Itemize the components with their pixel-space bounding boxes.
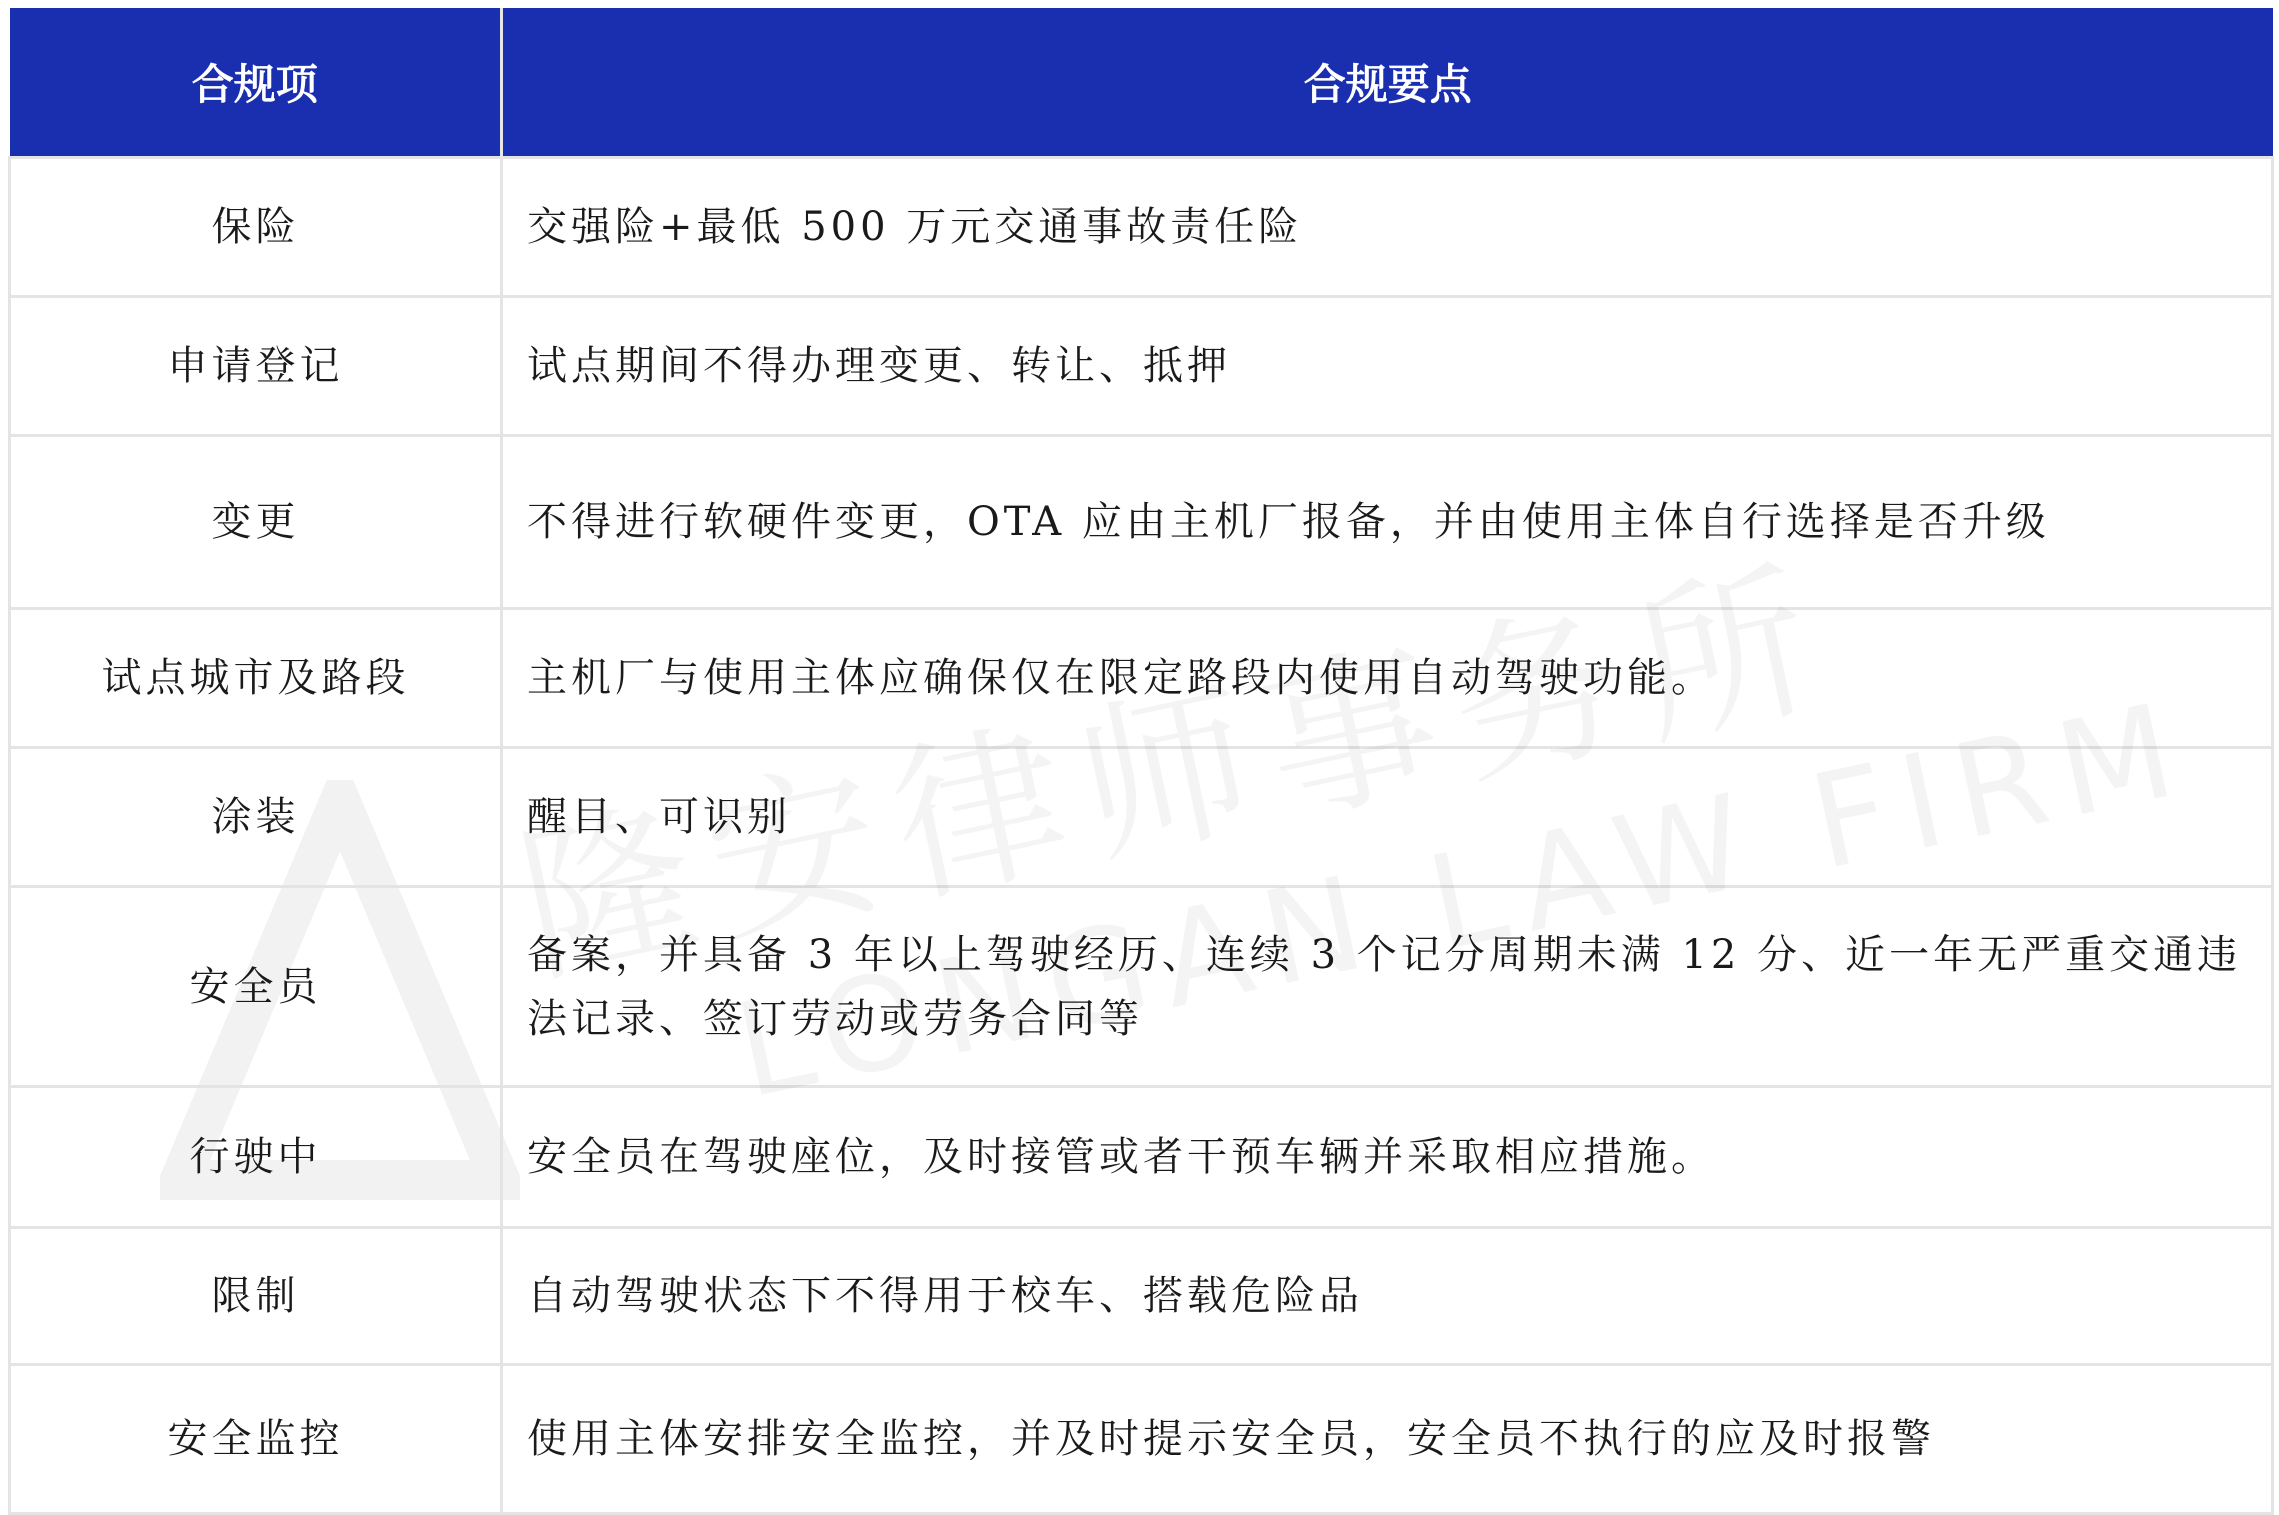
- table-header-row: [10, 8, 2273, 158]
- table-row: [10, 887, 2273, 1087]
- row-item: 安全监控: [10, 1365, 502, 1514]
- table-row: [10, 1228, 2273, 1365]
- row-item: 申请登记: [10, 297, 502, 436]
- row-point: 自动驾驶状态下不得用于校车、搭载危险品: [502, 1228, 2273, 1365]
- table-row: [10, 1087, 2273, 1228]
- row-point: 不得进行软硬件变更，OTA 应由主机厂报备，并由使用主体自行选择是否升级: [502, 436, 2273, 609]
- row-point: 安全员在驾驶座位，及时接管或者干预车辆并采取相应措施。: [502, 1087, 2273, 1228]
- header-compliance-points: 合规要点: [502, 8, 2273, 158]
- row-item: 限制: [10, 1228, 502, 1365]
- table-row: [10, 158, 2273, 297]
- table-row: [10, 436, 2273, 609]
- row-item: 安全员: [10, 887, 502, 1087]
- table-row: [10, 1365, 2273, 1514]
- row-item: 变更: [10, 436, 502, 609]
- row-item: 试点城市及路段: [10, 609, 502, 748]
- table-row: [10, 748, 2273, 887]
- row-item: 行驶中: [10, 1087, 502, 1228]
- row-item: 保险: [10, 158, 502, 297]
- row-point: 试点期间不得办理变更、转让、抵押: [502, 297, 2273, 436]
- row-point: 醒目、可识别: [502, 748, 2273, 887]
- compliance-table: [8, 8, 2274, 1515]
- row-point: 主机厂与使用主体应确保仅在限定路段内使用自动驾驶功能。: [502, 609, 2273, 748]
- row-point: 使用主体安排安全监控，并及时提示安全员，安全员不执行的应及时报警: [502, 1365, 2273, 1514]
- table-row: [10, 297, 2273, 436]
- table-row: [10, 609, 2273, 748]
- row-point: 备案，并具备 3 年以上驾驶经历、连续 3 个记分周期未满 12 分、近一年无严重交通违法记录、签订劳动或劳务合同等: [502, 887, 2273, 1087]
- row-item: 涂装: [10, 748, 502, 887]
- row-point: 交强险+最低 500 万元交通事故责任险: [502, 158, 2273, 297]
- header-compliance-item: 合规项: [10, 8, 502, 158]
- compliance-table-container: [8, 8, 2271, 1515]
